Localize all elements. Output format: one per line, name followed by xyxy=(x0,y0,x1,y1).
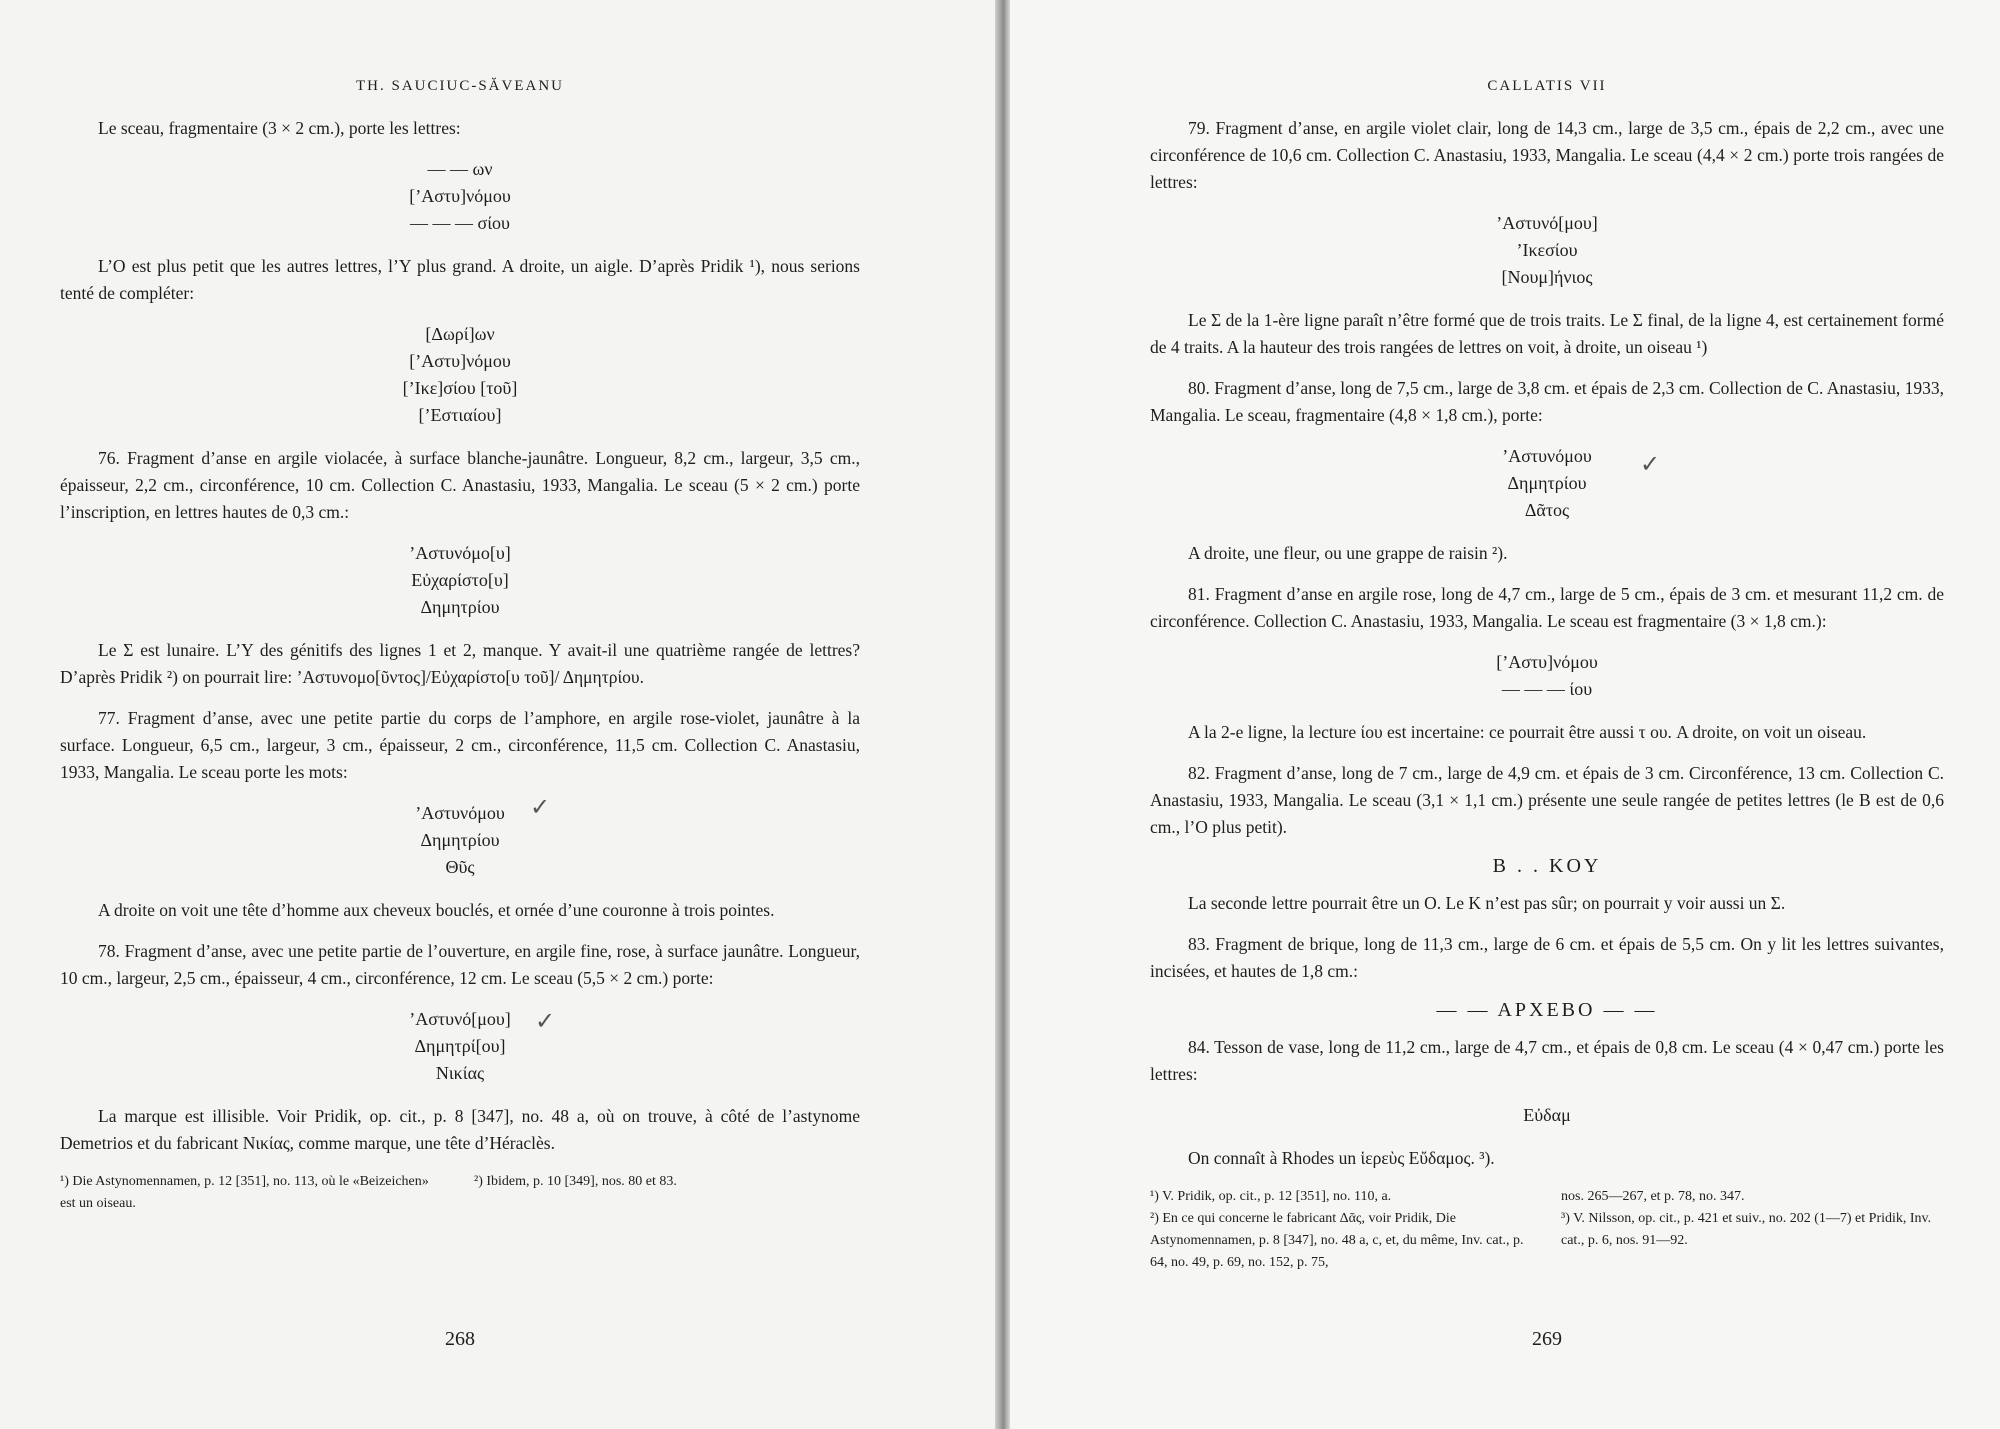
paragraph: On connaît à Rhodes un ἱερεὺς Εὔδαμος. ³). xyxy=(1188,1148,1495,1168)
paragraph-item-79: 79. Fragment d’anse, en argile violet clair, long de 14,3 cm., large de 3,5 cm., épais de 2,2 cm., avec une circonférence de 10,6 cm. Collection C. Anastasiu, 1933, Mangalia. Le sceau (4,4 × 2 cm.) porte trois rangées de lettres: xyxy=(1150,118,1944,192)
inscription-line: ʼΑστυνό[μου] xyxy=(1496,213,1598,233)
page-number-right: 269 xyxy=(1532,1328,1562,1350)
inscription-line: [ʼΕστιαίου] xyxy=(418,405,502,425)
footnote-continued: nos. 265—267, et p. 78, no. 347. xyxy=(1561,1189,1745,1204)
greek-inscription xyxy=(1150,649,1944,703)
inscription-line: [ʼΙκε]σίου [τοῦ] xyxy=(402,378,518,398)
paragraph-item-76: 76. Fragment d’anse en argile violacée, à surface blanche-jaunâtre. Longueur, 8,2 cm., largeur, 3,5 cm., épaisseur, 2,2 cm., circonférence, 10 cm. Collection C. Anastasiu, 1933, Mangalia. Le sceau (5 × 2 cm.) porte l’inscription, en lettres hautes de 0,3 cm.: xyxy=(60,448,860,522)
paragraph-item-78: 78. Fragment d’anse, avec une petite partie de l’ouverture, en argile fine, rose, à surface jaunâtre. Longueur, 10 cm., largeur, 2,5 cm., épaisseur, 4 cm., circonférence, 12 cm. Le sceau (5,5 × 2 cm.) porte: xyxy=(60,941,860,988)
running-head-left: TH. SAUCIUC-SĂVEANU xyxy=(355,78,564,94)
paragraph: A la 2-e ligne, la lecture ίου est incertaine: ce pourrait être aussi τ ου. A droite, on voit un oiseau. xyxy=(1188,722,1867,742)
greek-inscription xyxy=(1150,443,1944,524)
handwritten-check-mark: ✓ xyxy=(1640,450,1661,478)
inscription-line: ʼΑστυνόμου xyxy=(1502,446,1592,466)
footnote: ²) Ibidem, p. 10 [349], nos. 80 et 83. xyxy=(474,1174,677,1189)
inscription-line: Εὐδαμ xyxy=(1523,1105,1571,1125)
handwritten-check-mark: ✓ xyxy=(530,793,551,821)
greek-inscription xyxy=(60,156,860,237)
paragraph: La marque est illisible. Voir Pridik, op. cit., p. 8 [347], no. 48 a, où on trouve, à côté de l’astynome Demetrios et du fabricant Νικίας, comme marque, une tête d’Héraclès. xyxy=(60,1106,860,1153)
inscription-line: [Νουμ]ήνιος xyxy=(1501,267,1593,287)
paragraph-item-84: 84. Tesson de vase, long de 11,2 cm., large de 4,7 cm., et épais de 0,8 cm. Le sceau (4 × 0,47 cm.) porte les lettres: xyxy=(1150,1037,1944,1084)
inscription-line: [Δωρί]ων xyxy=(425,324,495,344)
page-number-left: 268 xyxy=(445,1328,475,1350)
inscription-line: — — — σίου xyxy=(410,213,510,233)
greek-inscription xyxy=(1150,210,1944,291)
inscription-line: Δᾶτος xyxy=(1524,500,1570,520)
inscription-line: Νικίας xyxy=(435,1063,485,1083)
inscription-line: Δημητρίου xyxy=(420,597,500,617)
inscription-line: Δημητρί[ου] xyxy=(414,1036,506,1056)
inscription-line: — — ων xyxy=(427,159,493,179)
paragraph-item-80: 80. Fragment d’anse, long de 7,5 cm., large de 3,8 cm. et épais de 2,3 cm. Collection de C. Anastasiu, 1933, Mangalia. Le sceau, fragmentaire (4,8 × 1,8 cm.), porte: xyxy=(1150,378,1944,425)
paragraph: A droite on voit une tête d’homme aux cheveux bouclés, et ornée d’une couronne à trois pointes. xyxy=(98,900,775,920)
paragraph: Le Σ est lunaire. L’Y des génitifs des lignes 1 et 2, manque. Y avait-il une quatrième rangée de lettres? D’après Pridik ²) on pourrait lire: ʼΑστυνομο[ῦντος]/Εὐχαρίστο[υ τοῦ]/ Δημητρίου. xyxy=(60,640,860,687)
inscription-capitals: — — APXEBO — — xyxy=(1436,999,1658,1021)
paragraph: La seconde lettre pourrait être un O. Le K n’est pas sûr; on pourrait y voir aussi un Σ. xyxy=(1188,893,1786,913)
inscription-line: Δημητρίου xyxy=(1507,473,1587,493)
greek-inscription xyxy=(1150,1102,1944,1129)
inscription-capitals: B . . KOY xyxy=(1492,855,1602,877)
inscription-line: ʼΙκεσίου xyxy=(1516,240,1578,260)
paragraph-item-83: 83. Fragment de brique, long de 11,3 cm., large de 6 cm. et épais de 5,5 cm. On y lit les lettres suivantes, incisées, et hautes de 1,8 cm.: xyxy=(1150,934,1944,981)
running-head-right: CALLATIS VII xyxy=(1487,78,1607,94)
footnote: ¹) Die Astynomennamen, p. 12 [351], no. 113, où le «Beizeichen» est un oiseau. xyxy=(60,1174,429,1211)
greek-inscription xyxy=(60,793,860,881)
inscription-line: [ʼΑστυ]νόμου xyxy=(409,186,511,206)
footnotes-right xyxy=(1150,1186,1944,1274)
footnotes-left xyxy=(60,1171,860,1215)
left-page xyxy=(0,0,995,1429)
paragraph: Le sceau, fragmentaire (3 × 2 cm.), porte les lettres: xyxy=(98,118,461,138)
footnote: ²) En ce qui concerne le fabricant Δᾶς, voir Pridik, Die Astynomennamen, p. 8 [347], no. 48 a, c, et, du même, Inv. cat., p. 64, no. 49, p. 69, no. 152, p. 75, xyxy=(1150,1211,1524,1270)
greek-inscription xyxy=(60,540,860,621)
paragraph: L’O est plus petit que les autres lettres, l’Y plus grand. A droite, un aigle. D’après Pridik ¹), nous serions tenté de compléter: xyxy=(60,256,860,303)
inscription-line: [ʼΑστυ]νόμου xyxy=(1496,652,1598,672)
paragraph-item-77: 77. Fragment d’anse, avec une petite partie du corps de l’amphore, en argile rose-violet, jaunâtre à la surface. Longueur, 6,5 cm., largeur, 3 cm., épaisseur, 2 cm., circonférence, 11,5 cm. Collection C. Anastasiu, 1933, Mangalia. Le sceau porte les mots: xyxy=(60,708,860,782)
inscription-line: Δημητρίου xyxy=(420,830,500,850)
inscription-line: ʼΑστυνό[μου] xyxy=(409,1009,511,1029)
paragraph: Le Σ de la 1-ère ligne paraît n’être formé que de trois traits. Le Σ final, de la ligne 4, est certainement formé de 4 traits. A la hauteur des trois rangées de lettres on voit, à droite, un oiseau ¹) xyxy=(1150,310,1944,357)
right-page xyxy=(1010,0,2000,1429)
inscription-line: [ʼΑστυ]νόμου xyxy=(409,351,511,371)
greek-inscription xyxy=(60,321,860,429)
book-gutter xyxy=(995,0,1010,1429)
inscription-line: ʼΑστυνόμο[υ] xyxy=(409,543,511,563)
inscription-line: ʼΑστυνόμου xyxy=(415,803,505,823)
paragraph-item-82: 82. Fragment d’anse, long de 7 cm., large de 4,9 cm. et épais de 3 cm. Circonférence, 13 cm. Collection C. Anastasiu, 1933, Mangalia. Le sceau (3,1 × 1,1 cm.) présente une seule rangée de petites lettres (le B est de 0,6 cm., l’O plus petit). xyxy=(1150,763,1944,837)
inscription-line: Εὐχαρίστο[υ] xyxy=(411,570,509,590)
handwritten-check-mark: ✓ xyxy=(535,1007,556,1035)
footnote: ¹) V. Pridik, op. cit., p. 12 [351], no. 110, a. xyxy=(1150,1189,1392,1204)
footnote: ³) V. Nilsson, op. cit., p. 421 et suiv., no. 202 (1—7) et Pridik, Inv. cat., p. 6, nos. 91—92. xyxy=(1561,1211,1932,1248)
paragraph-item-81: 81. Fragment d’anse en argile rose, long de 4,7 cm., large de 5 cm., épais de 3 cm. et mesurant 11,2 cm. de circonférence. Collection C. Anastasiu, 1933, Mangalia. Le sceau est fragmentaire (3 × 1,8 cm.): xyxy=(1150,584,1944,631)
inscription-line: Θῦς xyxy=(445,857,475,877)
inscription-line: — — — ίου xyxy=(1501,679,1593,699)
paragraph: A droite, une fleur, ou une grappe de raisin ²). xyxy=(1188,543,1508,563)
greek-inscription xyxy=(60,1006,860,1087)
